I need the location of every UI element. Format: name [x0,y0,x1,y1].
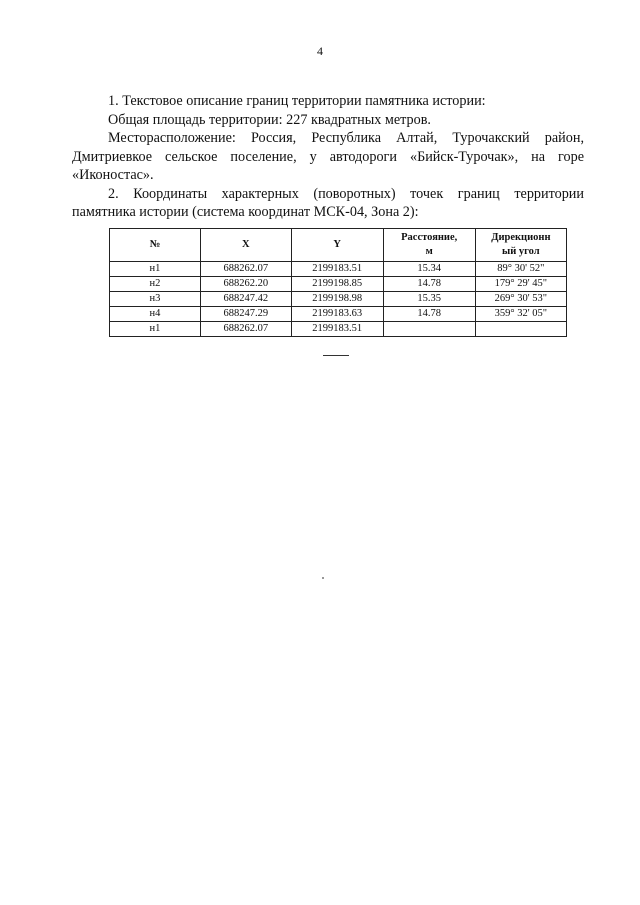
table-row [110,277,567,292]
end-divider [323,355,349,356]
header-distance-line2: м [425,246,433,257]
paragraph-location-line3: «Иконостас». [72,167,154,183]
header-angle-line1: Дирекционн [491,232,551,243]
paragraph-coordinates-line1: 2. Координаты характерных (поворотных) точек границ территории [108,185,584,202]
cell-angle: 179° 29' 45" [475,277,566,292]
header-angle-line2: ый угол [502,246,540,257]
cell-x: 688262.20 [200,277,291,292]
table-row [110,292,567,307]
cell-x: 688247.42 [200,292,291,307]
scan-speck [322,577,324,579]
paragraph-area: Общая площадь территории: 227 квадратных метров. [108,111,431,128]
cell-angle [475,322,566,337]
header-distance-line1: Расстояние, [401,232,458,243]
cell-x: 688247.29 [200,307,291,322]
cell-point: н4 [110,307,201,322]
cell-distance [383,322,475,337]
table-header-row [110,229,567,262]
cell-angle: 359° 32' 05" [475,307,566,322]
paragraph-coordinates-line2: памятника истории (система координат МСК-04, Зона 2): [72,204,419,220]
cell-y: 2199183.63 [291,307,383,322]
document-body [72,92,584,222]
cell-distance: 14.78 [383,277,475,292]
cell-y: 2199198.98 [291,292,383,307]
cell-y: 2199183.51 [291,322,383,337]
cell-distance: 15.34 [383,262,475,277]
table-row [110,322,567,337]
header-y: Y [291,229,383,262]
coordinates-table [109,228,567,337]
header-distance [383,229,475,262]
paragraph-location-line1: Месторасположение: Россия, Республика Алтай, Турочакский район, [108,130,584,146]
cell-angle: 89° 30' 52" [475,262,566,277]
cell-y: 2199183.51 [291,262,383,277]
page-number: 4 [317,44,323,58]
header-x: X [200,229,291,262]
cell-point: н1 [110,262,201,277]
header-number: № [110,229,201,262]
cell-distance: 14.78 [383,307,475,322]
paragraph-location-line2: Дмитриевкое сельское поселение, у автодороги «Бийск-Турочак», на горе [72,148,584,165]
cell-angle: 269° 30' 53" [475,292,566,307]
header-angle [475,229,566,262]
cell-x: 688262.07 [200,322,291,337]
cell-point: н2 [110,277,201,292]
cell-y: 2199198.85 [291,277,383,292]
cell-distance: 15.35 [383,292,475,307]
paragraph-description-heading: 1. Текстовое описание границ территории памятника истории: [108,93,486,109]
cell-point: н3 [110,292,201,307]
cell-point: н1 [110,322,201,337]
cell-x: 688262.07 [200,262,291,277]
table-row [110,307,567,322]
table-row [110,262,567,277]
